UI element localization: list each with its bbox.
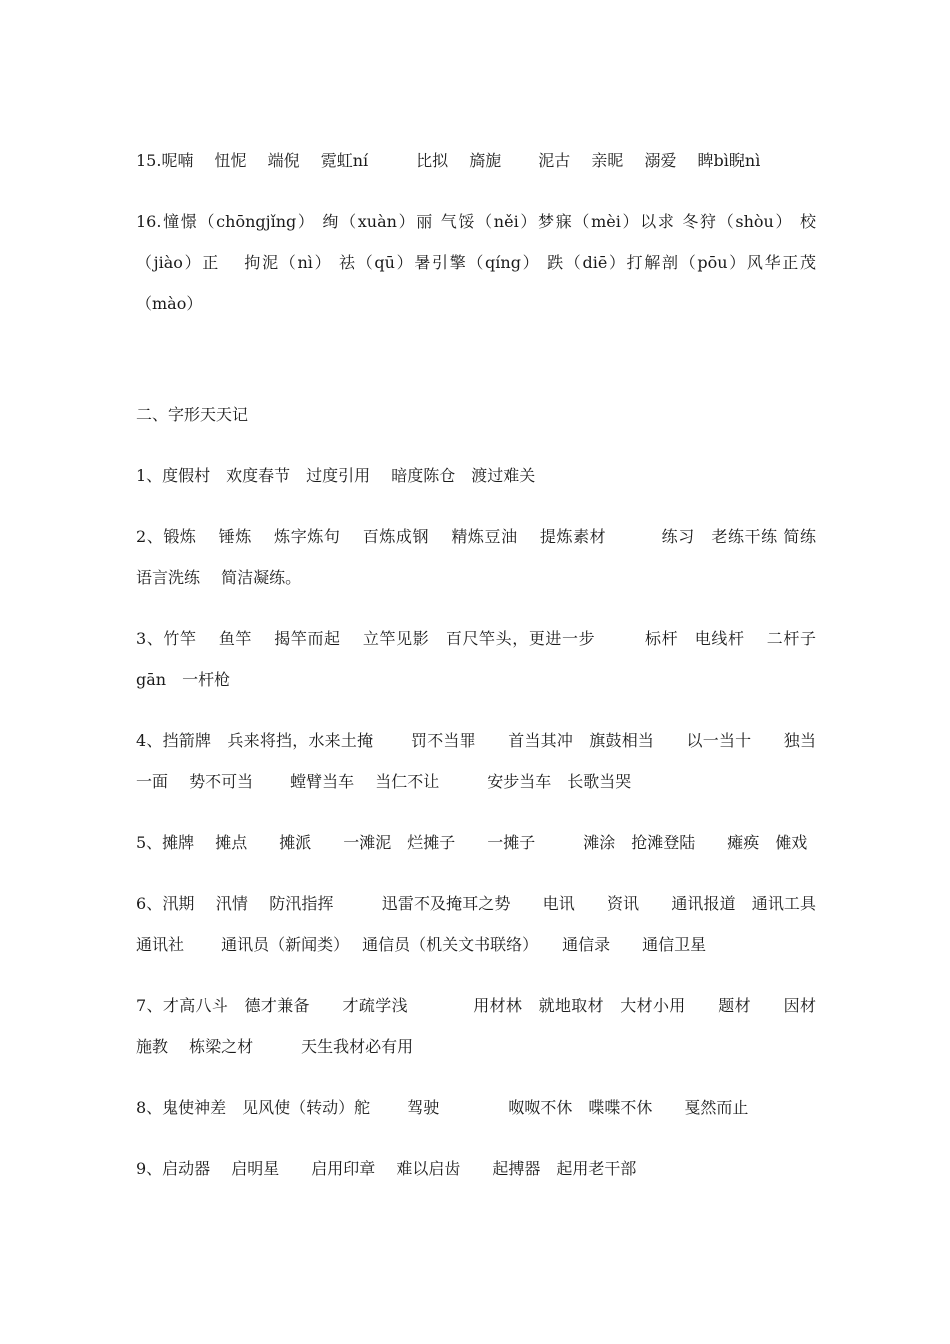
glyph-item-7-line-1: 7、才高八斗 德才兼备 才疏学浅 用材林 就地取材 大材小用 题材 因材 xyxy=(136,996,816,1015)
glyph-item-7-line-2: 施教 栋梁之材 天生我材必有用 xyxy=(136,1037,414,1056)
glyph-item-1: 1、度假村 欢度春节 过度引用 暗度陈仓 渡过难关 xyxy=(136,466,536,485)
glyph-item-3-line-1: 3、竹竿 鱼竿 揭竿而起 立竿见影 百尺竿头，更进一步 标杆 电线杆 二杆子 xyxy=(136,629,816,648)
glyph-item-8: 8、鬼使神差 见风使（转动）舵 驾驶 呶呶不休 喋喋不休 戛然而止 xyxy=(136,1098,749,1117)
glyph-item-5: 5、摊牌 摊点 摊派 一滩泥 烂摊子 一摊子 滩涂 抢滩登陆 瘫痪 傩戏 xyxy=(136,833,808,852)
glyph-item-4-line-1: 4、挡箭牌 兵来将挡，水来土掩 罚不当罪 首当其冲 旗鼓相当 以一当十 独当 xyxy=(136,731,816,750)
pinyin-item-16-line-2: （jiào）正 拘泥（nì） 祛（qū）暑引擎（qíng） 跌（diē）打解剖（pōu）风华正茂 xyxy=(136,253,816,272)
glyph-item-4-line-2: 一面 势不可当 螳臂当车 当仁不让 安步当车 长歌当哭 xyxy=(136,772,632,791)
glyph-item-2-line-1: 2、锻炼 锤炼 炼字炼句 百炼成钢 精炼豆油 提炼素材 练习 老练干练 简练 xyxy=(136,527,816,546)
glyph-item-6-line-2: 通讯社 通讯员（新闻类） 通信员（机关文书联络） 通信录 通信卫星 xyxy=(136,935,707,954)
glyph-item-2-line-2: 语言洗练 简洁凝练。 xyxy=(136,568,302,587)
glyph-item-6-line-1: 6、汛期 汛情 防汛指挥 迅雷不及掩耳之势 电讯 资讯 通讯报道 通讯工具 xyxy=(136,894,816,913)
pinyin-item-16-line-1: 16.憧憬（chōngjǐng） 绚（xuàn）丽 气馁（něi）梦寐（mèi）以求 冬狩（shòu） 校 xyxy=(136,212,816,231)
section-heading: 二、字形天天记 xyxy=(136,405,249,424)
glyph-item-9: 9、启动器 启明星 启用印章 难以启齿 起搏器 起用老干部 xyxy=(136,1159,637,1178)
pinyin-item-16-line-3: （mào） xyxy=(136,294,203,313)
glyph-item-3-line-2: gān 一杆枪 xyxy=(136,670,231,689)
pinyin-item-15: 15.呢喃 忸怩 端倪 霓虹ní 比拟 旖旎 泥古 亲昵 溺爱 睥bì睨nì xyxy=(136,151,761,170)
